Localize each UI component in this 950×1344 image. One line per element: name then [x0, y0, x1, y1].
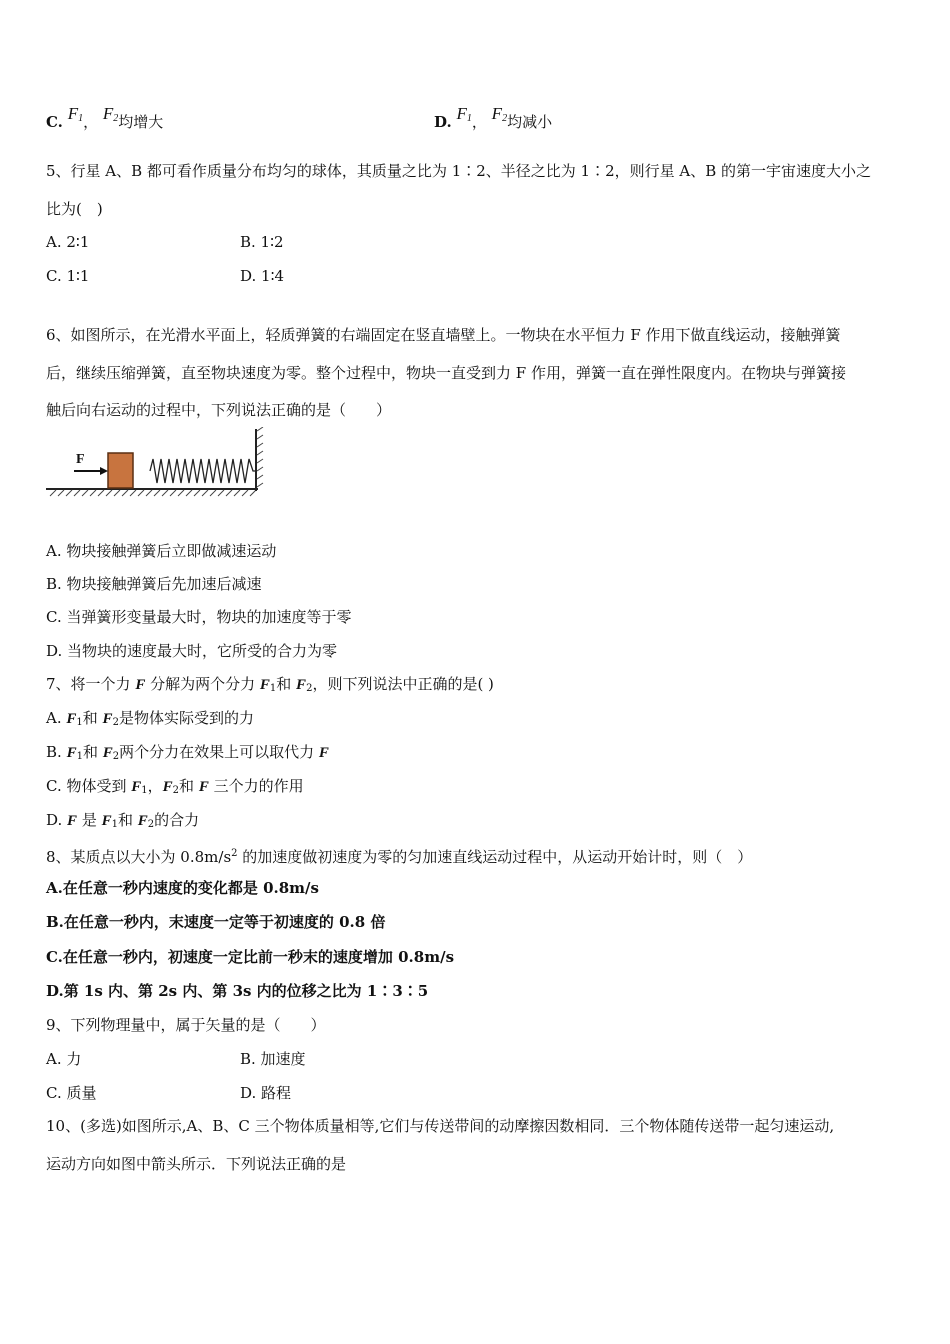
- q6-stem-line2: 后，继续压缩弹簧，直至物块速度为零。整个过程中，物块一直受到力 F 作用，弹簧一直在弹性限度内。在物块与弹簧接: [46, 364, 846, 382]
- q4-option-d-f1: $F_1$: [456, 104, 472, 124]
- q8-stem: 8、某质点以大小为 $0.8m/s^2$ 的加速度做初速度为零的匀加速直线运动过程中，从运动开始计时，则（ ）: [46, 848, 753, 866]
- q6-option-c: C. 当弹簧形变量最大时，物块的加速度等于零: [46, 608, 352, 626]
- q10-stem-line2: 运动方向如图中箭头所示．下列说法正确的是: [46, 1155, 347, 1173]
- q4-option-c-letter: C.: [46, 113, 63, 131]
- q9-option-b: B. 加速度: [240, 1050, 306, 1068]
- q9-option-c: C. 质量: [46, 1084, 97, 1102]
- block: [108, 453, 133, 488]
- q6-option-d: D. 当物块的速度最大时，它所受的合力为零: [46, 642, 338, 660]
- q4-option-c-text: 均增大: [118, 113, 164, 131]
- q6-stem-line3: 触后向右运动的过程中，下列说法正确的是（ ）: [46, 401, 392, 419]
- q8-option-b: B.在任意一秒内，末速度一定等于初速度的 0.8 倍: [46, 913, 386, 931]
- q6-option-a: A. 物块接触弹簧后立即做减速运动: [46, 542, 277, 560]
- q5-option-b: B. 1∶2: [240, 233, 284, 251]
- q7-option-b: B. $F_1$和 $F_2$两个分力在效果上可以取代力 F: [46, 743, 329, 762]
- q5-option-c: C. 1∶1: [46, 267, 90, 285]
- q6-option-b: B. 物块接触弹簧后先加速后减速: [46, 575, 262, 593]
- spring: [150, 459, 255, 483]
- floor-hatching: [50, 490, 256, 496]
- q8-option-a: A.在任意一秒内速度的变化都是 0.8m/s: [46, 879, 319, 897]
- q4-option-d: D. $F_1$， $F_2$均减小: [434, 104, 553, 131]
- q4-option-c-f1: $F_1$: [67, 104, 84, 124]
- q10-stem-line1: 10、(多选)如图所示,A、B、C 三个物体质量相等,它们与传送带间的动摩擦因数相同．三个物体随传送带一起匀速运动,: [46, 1117, 835, 1135]
- q6-spring-block-figure: [46, 427, 268, 497]
- force-arrow-head: [100, 467, 108, 475]
- q8-option-d: D.第 1s 内、第 2s 内、第 3s 内的位移之比为 1∶3∶5: [46, 982, 429, 1000]
- q9-option-a: A. 力: [46, 1050, 82, 1068]
- q5-option-a: A. 2∶1: [46, 233, 90, 251]
- q4-option-d-f2: $F_2$: [491, 104, 508, 124]
- q5-stem-line1: 5、行星 A、B 都可看作质量分布均匀的球体，其质量之比为 1∶2、半径之比为 1∶2，则行星 A、B 的第一宇宙速度大小之: [46, 162, 872, 180]
- force-label: F: [76, 452, 85, 467]
- q7-option-d: D. F 是 $F_1$和 $F_2$的合力: [46, 811, 200, 830]
- q4-option-d-text: 均减小: [507, 113, 553, 131]
- q4-option-d-letter: D.: [434, 113, 452, 131]
- q7-stem: 7、将一个力 F 分解为两个分力 $F_1$和 $F_2$，则下列说法中正确的是( ): [46, 675, 494, 694]
- q7-option-a: A. $F_1$和 $F_2$是物体实际受到的力: [46, 709, 254, 728]
- q9-stem: 9、下列物理量中，属于矢量的是（ ）: [46, 1016, 326, 1034]
- q5-stem-line2: 比为( ): [46, 200, 103, 218]
- q9-option-d: D. 路程: [240, 1084, 292, 1102]
- wall-hatching: [257, 427, 263, 487]
- q8-option-c: C.在任意一秒内，初速度一定比前一秒末的速度增加 0.8m/s: [46, 948, 455, 966]
- q5-option-d: D. 1∶4: [240, 267, 285, 285]
- q6-stem-line1: 6、如图所示，在光滑水平面上，轻质弹簧的右端固定在竖直墙壁上。一物块在水平恒力 F 作用下做直线运动，接触弹簧: [46, 326, 841, 344]
- q7-option-c: C. 物体受到 $F_1$，$F_2$和 F 三个力的作用: [46, 777, 304, 796]
- q4-option-c: C. $F_1$， $F_2$均增大: [46, 104, 164, 131]
- q4-option-c-f2: $F_2$: [102, 104, 119, 124]
